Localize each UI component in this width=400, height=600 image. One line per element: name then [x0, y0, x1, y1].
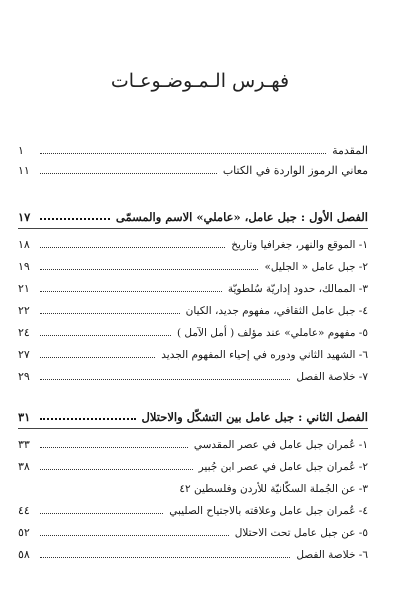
dot-leader: [40, 313, 180, 314]
chapter-divider: [18, 228, 368, 229]
chapter-page: ٣١: [18, 410, 31, 424]
toc-entry-label: ٧- خلاصة الفصل: [296, 371, 368, 383]
toc-entry-page: ٢٤: [18, 326, 30, 339]
toc-entry-label: ٤- جبل عامل الثقافي، مفهوم جديد، الكيان: [185, 305, 368, 317]
toc-entry-label: المقدمة: [332, 144, 368, 157]
toc-entry: [18, 300, 368, 318]
toc-entry-label: ٦- الشهيد الثاني ودوره في إحياء المفهوم الجديد: [161, 349, 368, 361]
chapter-page: ١٧: [18, 210, 31, 224]
dot-leader: [40, 379, 290, 380]
dot-leader: [40, 469, 193, 470]
dot-leader: [40, 418, 136, 420]
toc-entry: [18, 544, 368, 562]
toc-entry-page: ٢٢: [18, 304, 30, 317]
toc-entry-page: ٢٩: [18, 370, 30, 383]
dot-leader: [40, 335, 171, 336]
dot-leader: [40, 557, 290, 558]
toc-entry-page: ٤٤: [18, 504, 30, 517]
toc-entry-symbols: [18, 160, 368, 178]
dot-leader: [40, 247, 225, 248]
toc-entry: [18, 278, 368, 296]
toc-entry-label: ٥- مفهوم «عاملي» عند مؤلف ( أمل الآمل ): [177, 327, 368, 339]
toc-entry: [18, 434, 368, 452]
toc-entry-page: ١: [18, 144, 24, 157]
dot-leader: [40, 269, 258, 270]
toc-entry-label: ٣- الممالك، حدود إداريّة سُلطويّة: [227, 283, 368, 295]
toc-entry-label: ١- الموقع والنهر، جغرافيا وتاريخ: [231, 239, 368, 251]
toc-entry: [18, 344, 368, 362]
toc-entry-page: ٥٨: [18, 548, 30, 561]
dot-leader: [40, 535, 229, 536]
dot-leader: [40, 218, 110, 220]
toc-entry: [18, 478, 368, 496]
chapter-divider: [18, 428, 368, 429]
toc-entry-label: ٤- عُمران جبل عامل وعلاقته بالاجتياح الصليبي: [169, 505, 368, 517]
toc-entry-page: ١٨: [18, 238, 30, 251]
toc-entry: [18, 256, 368, 274]
chapter-title: الفصل الأول : جبل عامل، «عاملي» الاسم والمسمّى: [115, 210, 368, 224]
toc-entry-label: ٥- عن جبل عامل تحت الاحتلال: [234, 527, 368, 539]
dot-leader: [40, 173, 217, 174]
toc-entry-label: ١- عُمران جبل عامل في عصر المقدسي: [193, 439, 368, 451]
dot-leader: [40, 153, 326, 154]
toc-entry-page: ١١: [18, 164, 30, 177]
toc-entry: [18, 456, 368, 474]
toc-entry-label: ٢- عُمران جبل عامل في عصر ابن جُبير: [198, 461, 368, 473]
chapter-title: الفصل الثاني : جبل عامل بين التشكّل والاحتلال: [141, 410, 368, 424]
toc-chapter-2: [18, 406, 368, 424]
toc-entry-page: ٥٢: [18, 526, 30, 539]
toc-entry: [18, 500, 368, 518]
toc-entry-introduction: [18, 140, 368, 158]
toc-entry-page: ٢٧: [18, 348, 30, 361]
toc-entry-page: ٢١: [18, 282, 30, 295]
toc-entry-label: ٣- عن الجُملة السكّانيّة للأردن وفلسطين ٤٢: [179, 483, 368, 495]
toc-entry-page: ٣٣: [18, 438, 30, 451]
toc-entry: [18, 322, 368, 340]
toc-entry: [18, 522, 368, 540]
toc-entry: [18, 234, 368, 252]
page-title: فهـرس الـمـوضـوعـات: [110, 70, 290, 92]
dot-leader: [40, 291, 222, 292]
toc-entry-page: ١٩: [18, 260, 30, 273]
toc-entry-label: ٢- جبل عامل « الجليل»: [264, 261, 368, 273]
toc-entry-label: معاني الرموز الواردة في الكتاب: [222, 164, 368, 177]
dot-leader: [40, 447, 188, 448]
toc-chapter-1: [18, 206, 368, 224]
dot-leader: [40, 357, 155, 358]
toc-entry-page: ٣٨: [18, 460, 30, 473]
toc-entry: [18, 366, 368, 384]
dot-leader: [40, 513, 163, 514]
toc-entry-label: ٦- خلاصة الفصل: [296, 549, 368, 561]
